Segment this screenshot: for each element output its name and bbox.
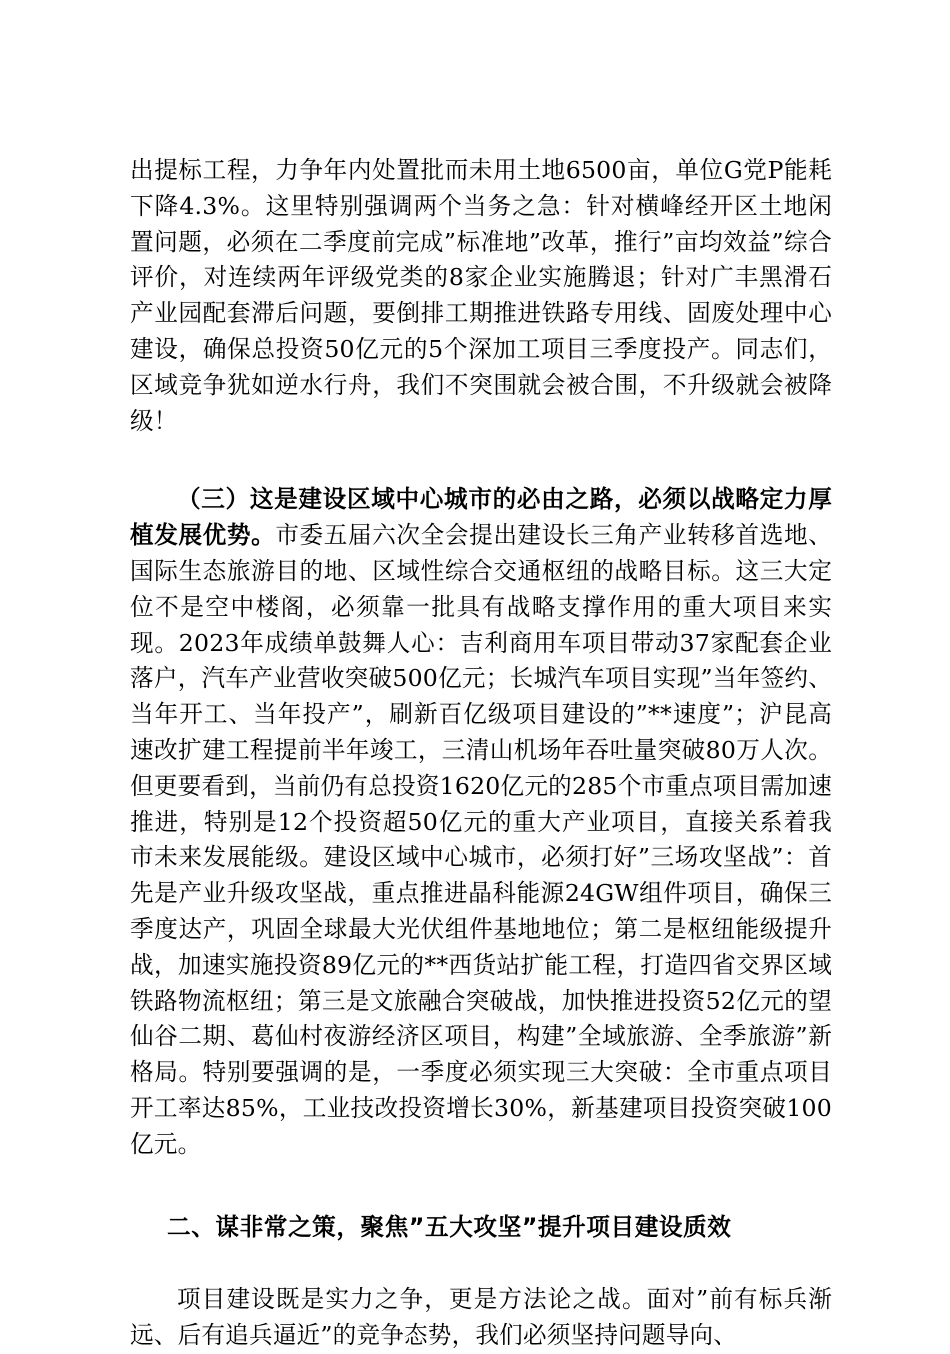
paragraph-methodology: 项目建设既是实力之争，更是方法论之战。面对”前有标兵渐远、后有追兵逼近”的竞争态势，我们必须坚持问题导向、: [130, 1285, 832, 1350]
section-heading: 二、谋非常之策，聚焦”五大攻坚”提升项目建设质效: [167, 1212, 732, 1241]
paragraph-spacer: [130, 1163, 832, 1210]
paragraph-lead-sentence: （三）这是建设区域中心城市的必由之路，必须以战略定力厚植发展优势。: [130, 485, 832, 550]
paragraph-spacer: [130, 1245, 832, 1282]
paragraph-regional-center: [130, 482, 832, 1162]
paragraph-body-text: 市委五届六次全会提出建设长三角产业转移首选地、国际生态旅游目的地、区域性综合交通枢纽的战略目标。这三大定位不是空中楼阁，必须靠一批具有战略支撑作用的重大项目来实现。2023年成绩单鼓舞人心：吉利商用车项目带动37家配套企业落户，汽车产业营收突破500亿元；长城汽车项目实现”当年签约、当年开工、当年投产”，刷新百亿级项目建设的”**速度”；沪昆高速改扩建工程提前半年竣工，三清山机场年吞吐量突破80万人次。但更要看到，当前仍有总投资1620亿元的285个市重点项目需加速推进，特别是12个投资超50亿元的重大产业项目，直接关系着我市未来发展能级。建设区域中心城市，必须打好”三场攻坚战”：首先是产业升级攻坚战，重点推进晶科能源24GW组件项目，确保三季度达产，巩固全球最大光伏组件基地地位；第二是枢纽能级提升战，加速实施投资89亿元的**西货站扩能工程，打造四省交界区域铁路物流枢纽；第三是文旅融合突破战，加快推进投资52亿元的望仙谷二期、葛仙村夜游经济区项目，构建”全域旅游、全季旅游”新格局。特别要强调的是，一季度必须实现三大突破：全市重点项目开工率达85%，工业技改投资增长30%，新基建项目投资突破100亿元。: [130, 521, 832, 1158]
paragraph-land-disposal: 出提标工程，力争年内处置批而未用土地6500亩，单位G党P能耗下降4.3%。这里特别强调两个当务之急：针对横峰经开区土地闲置问题，必须在二季度前完成”标准地”改革，推行”亩均效益”综合评价，对连续两年评级党类的8家企业实施腾退；针对广丰黑滑石产业园配套滞后问题，要倒排工期推进铁路专用线、固废处理中心建设，确保总投资50亿元的5个深加工项目三季度投产。同志们，区域竞争犹如逆水行舟，我们不突围就会被合围，不升级就会被降级！: [130, 156, 832, 435]
paragraph-spacer: [130, 439, 832, 482]
document-body: [130, 153, 832, 1354]
